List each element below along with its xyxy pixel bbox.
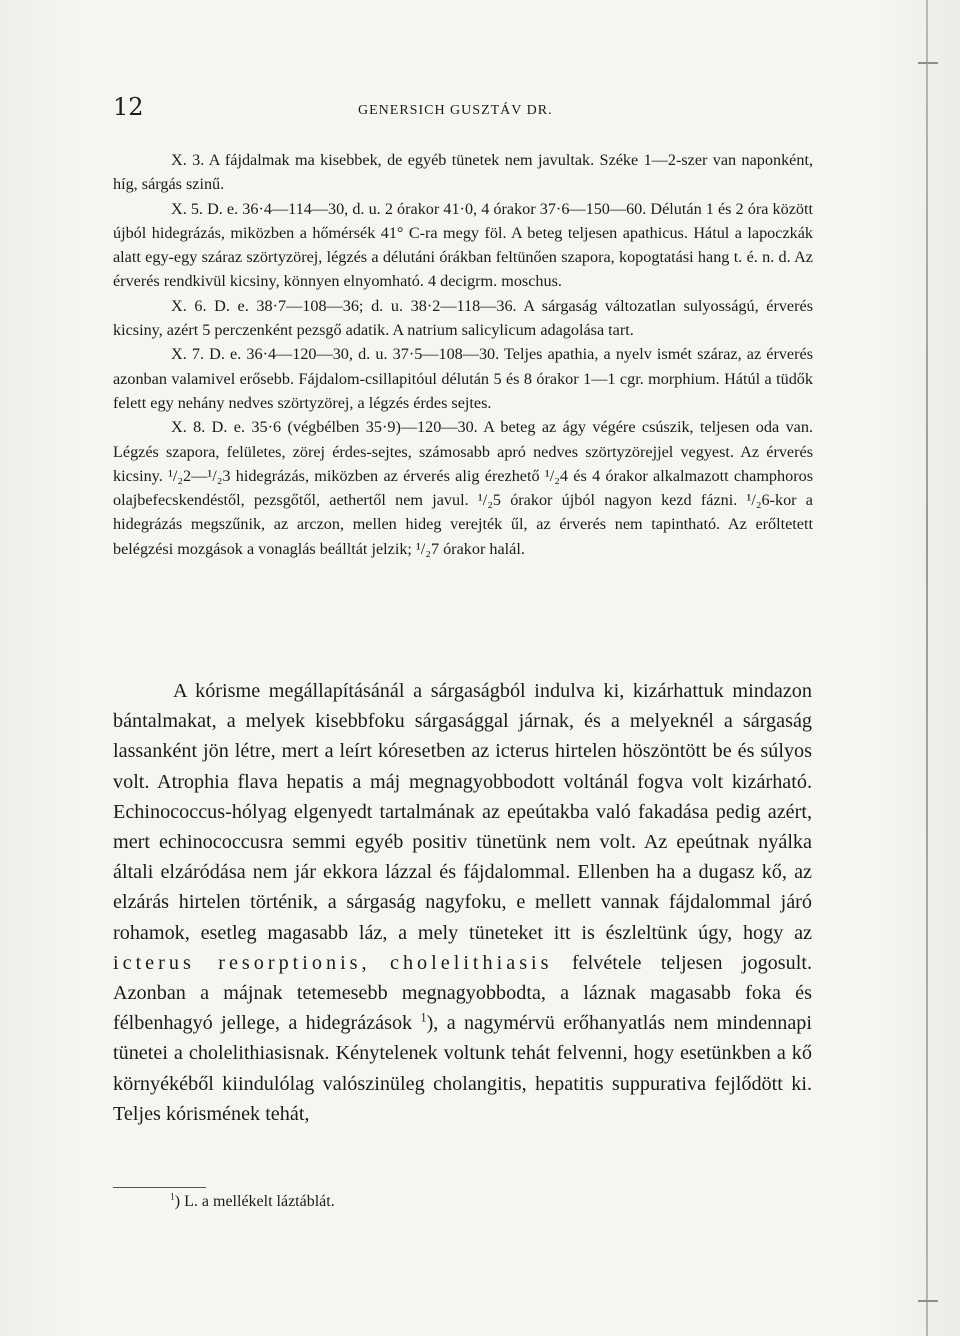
body-text: ), a nagymérvü erőhanyatlás nem mindennapi tünetei a cholelithiasisnak. Kénytelenek voltunk tehát felvenni, hogy esetünkben a kő környékéből kiindulólag valószinüleg cholangitis, hepatitis suppurativa fejlődött ki. Teljes kórismének tehát,	[113, 1012, 812, 1125]
footnote-mark: 1	[170, 1191, 175, 1203]
footnote-reference[interactable]: 1	[420, 1010, 427, 1025]
binding-mark	[918, 62, 938, 64]
running-title: GENERSICH GUSZTÁV DR.	[358, 103, 553, 118]
footnote-divider	[113, 1187, 206, 1188]
body-text: A kórisme megállapításánál a sárgaságból indulva ki, kizárhattuk mindazon bántalmakat, a melyek kisebbfoku sárgasággal járnak, és a melyeknél a sárgaság lassanként jön létre, mert a leírt kóresetben az icterus hirtelen höszöntött be és súlyos volt. Atrophia flava hepatis a máj megnagyobbodott voltánál fogva volt kizárható. Echinococcus-hólyag elgenyedt tartalmának az epeútakba való fakadása pedig azért, mert echinococcusra semmi egyéb positiv tünetünk nem volt. Az epeútnak nyálka általi elzáródása nem jár ekkora lázzal és fájdalommal. Ellenben ha a dugasz kő, az elzárás hirtelen történik, a sárgaság nagyfoku, e mellett vannak fájdalommal járó rohamok, esetleg magasabb láz, a mely tüneteket itt is észleltünk úgy, hogy az	[113, 680, 812, 944]
binding-mark	[918, 1300, 938, 1302]
case-note-paragraph: X. 6. D. e. 38·7—108—36; d. u. 38·2—118—36. A sárgaság változatlan sulyosságú, érverés kicsiny, azért 5 perczenként pezsgő adatik. A natrium salicylicum adagolása tart.	[113, 296, 813, 340]
diagnosis-discussion	[113, 676, 812, 1129]
footnote-text: ) L. a mellékelt láztáblát.	[174, 1193, 335, 1210]
page-number: 12	[113, 93, 144, 121]
case-note-paragraph: X. 8. D. e. 35·6 (végbélben 35·9)—120—30. A beteg az ágy végére csúszik, teljesen oda van. Légzés szapora, felületes, zörej érdes-sejtes, számosabb apró nedves szörtyzörejjel vegyest. Az érverés kicsiny. ¹/₂2—¹/₂3 hidegrázás, miközben az érverés alig érezhető ¹/₂4 és 4 órakor alkalmazott champhoros olajbefecskendéstől, pezsgőtől, aethertől nem javul. ¹/₂5 órakor újból nagyon kezd fázni. ¹/₂6-kor a hidegrázás megszűnik, az arczon, mellen hideg verejték űl, az érverés nem tapintható. Az erőltetett belégzési mozgások a vonaglás beálltát jelzik; ¹/₂7 órakor halál.	[113, 418, 813, 558]
case-note-paragraph: X. 3. A fájdalmak ma kisebbek, de egyéb tünetek nem javultak. Széke 1—2-szer van naponként, híg, sárgás szinű.	[113, 151, 813, 194]
body-text: felvétele teljesen jogosult. Azonban a májnak tetemesebb megnagyobbodta, a láznak magasabb foka és félbenhagyó jellege, a hidegrázások	[113, 951, 812, 1035]
binding-edge	[926, 0, 928, 1336]
case-notes	[113, 148, 813, 561]
emphasized-term: cholelithiasis	[390, 951, 553, 974]
case-note-paragraph: X. 7. D. e. 36·4—120—30, d. u. 37·5—108—30. Teljes apathia, a nyelv ismét száraz, az érverés azonban valamivel erősebb. Fájdalom-csillapitóul délután 5 és 8 órakor 1—1 cgr. morphium. Hátúl a tüdők felett egy nehány nedves szörtyzörej, a légzés érdes sejtes.	[113, 345, 813, 412]
body-paragraph	[113, 676, 812, 1129]
case-note-paragraph: X. 5. D. e. 36·4—114—30, d. u. 2 órakor 41·0, 4 órakor 37·6—150—60. Délután 1 és 2 óra között újból hidegrázás, miközben a hőmérsék 41° C-ra megy föl. A beteg teljesen apathicus. Hátul a lapoczkák alatt egy-egy száraz szörtyzörej, légzés a délutáni órákban feltünően szapora, kopogtatási hang t. é. n. d. Az érverés rendkivül kicsiny, könnyen elnyomható. 4 decigrm. moschus.	[113, 199, 813, 291]
page-header	[113, 93, 813, 125]
footnote	[170, 1193, 335, 1211]
emphasized-term: icterus resorptionis,	[113, 951, 371, 974]
